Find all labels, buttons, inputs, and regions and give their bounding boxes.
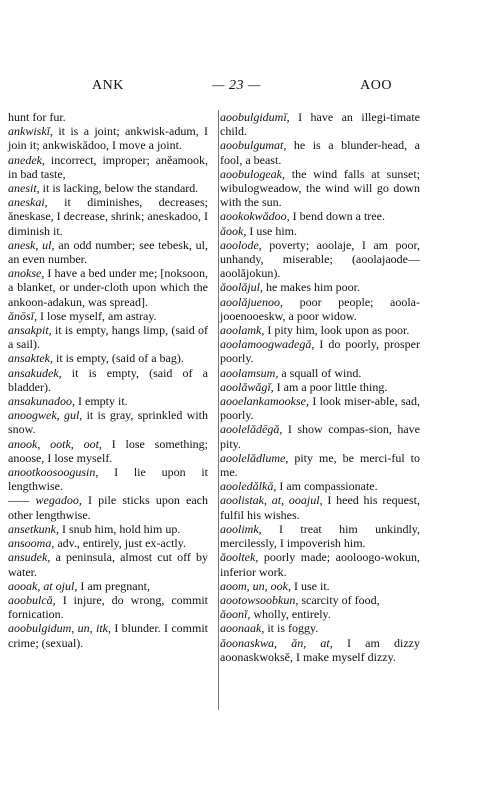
dictionary-entry [220,394,420,422]
dictionary-entry [8,366,208,394]
dictionary-entry [8,621,208,649]
entry-headword: aoolăwăgĭ, [220,379,274,394]
dictionary-entry [8,579,208,593]
entry-definition: I have an illegi-timate child. [220,110,421,139]
dictionary-entry [220,493,420,521]
dictionary-entry [8,522,208,536]
entry-definition: it is gray, sprinkled with snow. [8,408,208,437]
entry-definition: poverty; aoolaje, I am poor, unhandy, miserable; (aoolajaode—aoolăjokun). [220,237,421,281]
dictionary-entry [8,309,208,323]
entry-definition: I do poorly, prosper poorly. [220,337,420,366]
entry-headword: aoobulgumat, [220,138,287,153]
entry-definition: I lose something; anoose, I lose myself. [8,436,208,465]
entry-headword: anook, ootk, oot, [8,436,102,451]
entry-headword: aoolăjuenoo, [220,294,283,309]
dictionary-entry [220,422,420,450]
entry-definition: I am compassionate. [279,479,378,494]
entry-headword: anesit, [8,181,40,196]
entry-definition: pity me, be merci-ful to me. [220,450,420,480]
dictionary-entry [220,209,420,223]
entry-definition: I injure, do wrong, commit fornication. [8,592,209,622]
right-column [220,110,420,664]
entry-headword: aoolelădlume, [220,450,289,465]
entry-definition: he is a blunder-head, a fool, a beast. [220,138,421,167]
dictionary-entry [220,607,420,621]
entry-definition: hunt for fur. [8,110,66,124]
dictionary-entry [8,493,208,521]
entry-headword: aoolistak, at, ooajul, [220,493,323,508]
dictionary-entry [8,408,208,436]
dictionary-entry [220,380,420,394]
entry-definition: I am pregnant, [80,578,150,593]
entry-definition: I lie upon it lengthwise. [8,465,208,494]
dictionary-entry [220,550,420,578]
entry-definition: I am dizzy aoonaskwoksĕ, I make myself dizzy. [220,635,420,664]
entry-headword: ăoonaskwa, ăn, at, [220,635,333,650]
entry-headword: anokse, [8,266,45,281]
dictionary-entry [220,238,420,281]
entry-definition: it is foggy. [267,621,319,636]
entry-headword: ansakudek, [8,365,62,380]
entry-definition: adv., entirely, just ex-actly. [57,536,186,551]
entry-definition: scarcity of food, [301,592,380,607]
dictionary-entry [8,536,208,550]
dictionary-entry [220,280,420,294]
dictionary-entry [8,351,208,365]
entry-headword: aoolamk, [220,323,265,338]
dictionary-entry [220,479,420,493]
entry-headword: aoobulgidumĭ, [220,110,290,124]
entry-definition: I treat him unkindly, mercilessly, I impoverish him. [220,521,421,551]
entry-definition: I look miser-able, sad, poorly. [220,394,421,423]
entry-definition: a squall of wind. [281,365,362,380]
dictionary-entry [220,593,420,607]
dictionary-entry [220,579,420,593]
dictionary-entry [220,110,420,138]
entry-headword: aoom, un, ook, [220,578,291,593]
entry-headword: aoolelădēgă, [220,422,283,437]
entry-definition: it is empty, hangs limp, (said of a sail). [8,323,208,352]
entry-headword: aooelankamookse, [220,394,309,409]
dictionary-entry [8,181,208,195]
entry-definition: poor people; aoola-jooenooeskw, a poor widow. [220,294,420,323]
dictionary-entry [8,238,208,266]
entry-definition: an odd number; see tebesk, ul, an even number. [8,237,209,267]
dictionary-entry [8,323,208,351]
entry-definition: I am a poor little thing. [276,379,388,394]
entry-headword: ăook, [220,223,247,238]
dictionary-entry [8,437,208,465]
entry-headword: aoobulogeak, [220,166,285,181]
entry-headword: aoolode, [220,237,262,252]
entry-definition: I blunder. I commit crime; (sexual). [8,621,208,650]
entry-headword: ansaktek, [8,351,53,366]
dictionary-columns [8,110,428,780]
entry-headword: ansakunadoo, [8,394,75,409]
dictionary-entry [220,337,420,365]
entry-definition: I have a bed under me; [noksoon, a blanket, or under-cloth upon which the ankoon-adakun, was spread]. [8,266,208,309]
entry-definition: I lose myself, am astray. [40,308,157,323]
dictionary-entry [220,451,420,479]
dictionary-entry [220,138,420,166]
dictionary-entry [220,621,420,635]
entry-headword: anedek, [8,152,45,167]
entry-definition: it is empty, (said of a bladder). [8,365,208,394]
dictionary-entry [220,224,420,238]
entry-headword: ăooltek, [220,550,259,565]
dictionary-entry [8,110,208,124]
entry-definition: incorrect, improper; anĕamook, in bad taste, [8,152,209,181]
entry-headword: ănōsĭ, [8,308,38,323]
page-header [92,78,392,98]
entry-definition: I show compas-sion, have pity. [220,422,421,451]
dictionary-entry [220,167,420,210]
entry-headword: anesk, ul, [8,237,55,252]
entry-definition: I bend down a tree. [292,209,385,224]
entry-headword: ansetkunk, [8,521,59,536]
entry-headword: ăoonĭ, [220,607,251,622]
dictionary-entry [8,550,208,578]
entry-definition: I heed his request, fulfil his wishes. [220,493,420,522]
entry-definition: I empty it. [78,394,128,409]
entry-headword: aooledălkă, [220,479,277,494]
dictionary-entry [8,465,208,493]
dictionary-entry [220,366,420,380]
dictionary-entry [8,153,208,181]
entry-definition: I pile sticks upon each other lengthwise. [8,493,208,522]
entry-headword: anoogwek, gul, [8,408,83,423]
dictionary-entry [8,124,208,152]
entry-headword: aoobulcă, [8,592,56,607]
dictionary-entry [220,323,420,337]
entry-definition: he makes him poor. [266,280,360,295]
entry-headword: aootowsoobkun, [220,592,299,607]
entry-definition: I use it. [294,578,330,593]
dictionary-entry [8,394,208,408]
entry-headword: aoobulgidum, un, itk, [8,621,111,636]
entry-definition: I pity him, look upon as poor. [267,323,410,338]
dictionary-entry [220,295,420,323]
entry-definition: it is lacking, below the standard. [42,181,199,196]
entry-definition: it is empty, (said of a bag). [55,351,184,366]
entry-definition: it is a joint; ankwisk-adum, I join it; ankwiskădoo, I move a joint. [8,124,209,153]
entry-headword: anootkoosoogusin, [8,465,99,480]
entry-definition: a peninsula, almost cut off by water. [8,550,209,579]
left-column [8,110,208,650]
entry-headword: aoolimk, [220,521,262,536]
entry-headword: aooak, at ojul, [8,578,78,593]
header-right-guideword: AOO [360,78,392,93]
entry-headword: aoonaak, [220,621,265,636]
dictionary-entry [8,195,208,238]
entry-headword: aoolamoogwadegă, [220,337,315,352]
dictionary-entry [220,636,420,664]
entry-headword: ansakpit, [8,323,52,338]
dictionary-entry [220,522,420,550]
entry-definition: I snub him, hold him up. [61,521,181,536]
entry-headword: ăoolăjul, [220,280,264,295]
entry-headword: aoolamsum, [220,365,279,380]
dictionary-entry [8,593,208,621]
entry-definition: wholly, entirely. [253,607,331,622]
entry-definition: it diminishes, decreases; ăneskase, I decrease, shrink; aneskadoo, I diminish it. [8,195,208,238]
entry-headword: —— wegadoo, [8,493,82,508]
header-left-guideword: ANK [92,78,124,93]
entry-headword: aneskai, [8,195,48,210]
entry-headword: ankwiskĭ, [8,124,53,139]
entry-headword: ansudek, [8,550,51,565]
page-number: — 23 — [212,78,261,93]
entry-definition: I use him. [249,223,297,238]
entry-definition: the wind falls at sunset; wibulogweadow, the wind will go down with the sun. [220,166,420,210]
column-divider [218,110,219,710]
entry-headword: aookokwădoo, [220,209,290,224]
dictionary-entry [8,266,208,309]
entry-headword: ansooma, [8,536,55,551]
entry-definition: poorly made; aooloogo-wokun, inferior work. [220,550,420,579]
